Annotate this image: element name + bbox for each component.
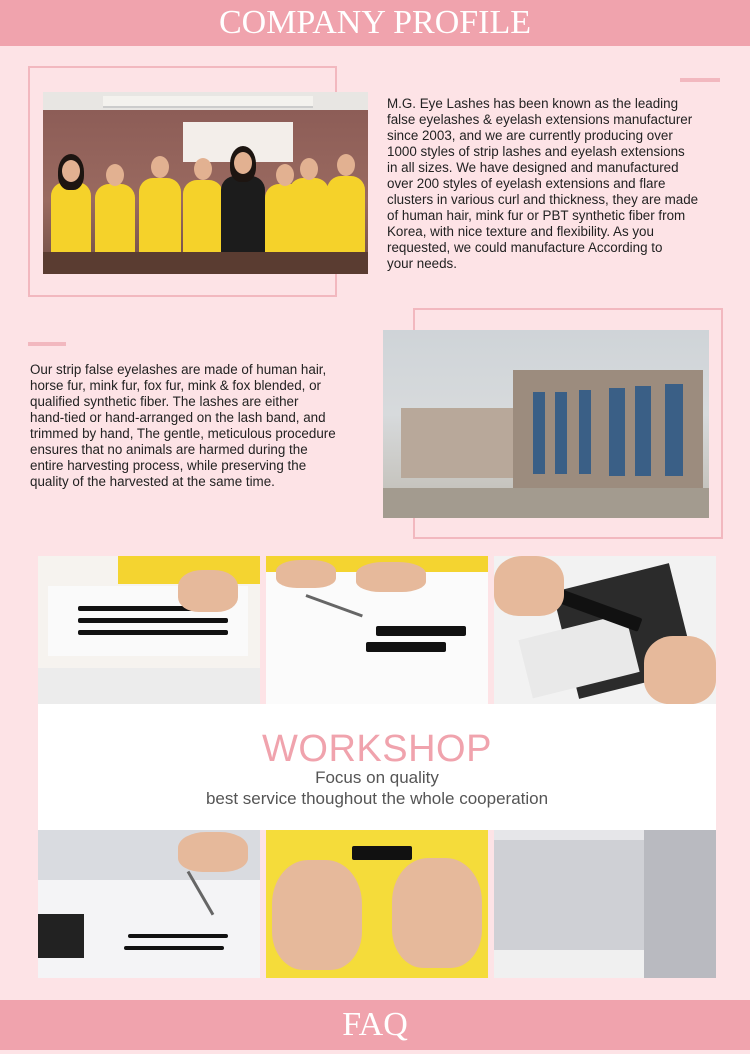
- hand: [276, 560, 336, 588]
- person-head: [106, 164, 124, 186]
- person-head: [337, 154, 355, 176]
- workshop-photo-6: [494, 830, 716, 978]
- text-line: Korea, with nice texture and flexibility. As you: [387, 224, 654, 239]
- lash-strip: [78, 630, 228, 635]
- window: [609, 388, 625, 476]
- workshop-title: WORKSHOP: [262, 728, 492, 770]
- window: [555, 392, 567, 474]
- text-line: Our strip false eyelashes are made of human hair,: [30, 362, 327, 377]
- company-profile-banner: [0, 0, 750, 46]
- desk: [38, 668, 260, 704]
- text-line: trimmed by hand, The gentle, meticulous procedure: [30, 426, 336, 441]
- text-line: entire harvesting process, while preserving the: [30, 458, 307, 473]
- building-left-wing: [401, 408, 521, 478]
- text-line: hand-tied or hand-arranged on the lash band, and: [30, 410, 326, 425]
- tweezer: [305, 594, 362, 617]
- text-line: quality of the harvested at the same time.: [30, 474, 275, 489]
- workshop-photo-2: [266, 556, 488, 704]
- workshop-subtitle-2: best service thoughout the whole cooperation: [205, 789, 549, 808]
- text-line: false eyelashes & eyelash extensions manufacturer: [387, 112, 693, 127]
- road: [383, 488, 709, 518]
- accent-line: [680, 78, 720, 82]
- workshop-photo-1: [38, 556, 260, 704]
- shelf: [494, 840, 644, 950]
- faq-banner: [0, 1000, 750, 1050]
- workshop-photo-4: [38, 830, 260, 978]
- hand: [272, 860, 362, 970]
- lash-strip: [352, 846, 412, 860]
- window: [635, 386, 651, 476]
- text-line: clusters in various curl and thickness, they are made: [387, 192, 699, 207]
- text-line: of human hair, mink fur or PBT synthetic fiber from: [387, 208, 686, 223]
- window: [665, 384, 683, 476]
- lash-strip: [376, 626, 466, 636]
- hand: [494, 556, 564, 616]
- banner-title: COMPANY PROFILE: [218, 4, 532, 41]
- hand: [644, 636, 716, 704]
- lash-strip: [128, 934, 228, 938]
- hand: [392, 858, 482, 968]
- team-photo: [43, 92, 368, 274]
- table: [43, 252, 368, 274]
- text-line: 1000 styles of strip lashes and eyelash extensions: [387, 144, 685, 159]
- lash-strip: [124, 946, 224, 950]
- text-line: over 200 styles of eyelash extensions and flare: [387, 176, 666, 191]
- person-head: [151, 156, 169, 178]
- workshop-photo-5: [266, 830, 488, 978]
- workshop-band: [38, 704, 716, 830]
- window: [533, 392, 545, 474]
- person-head: [234, 152, 252, 174]
- lash-strip: [78, 618, 228, 623]
- factory-building-photo: [383, 330, 709, 518]
- lash-strip: [366, 642, 446, 652]
- lash-box: [38, 914, 84, 958]
- accent-line: [28, 342, 66, 346]
- person-head: [62, 160, 80, 182]
- profile-paragraph-1: [387, 96, 727, 272]
- workshop-subtitle-1: Focus on quality: [315, 768, 439, 787]
- hand: [356, 562, 426, 592]
- text-line: M.G. Eye Lashes has been known as the leading: [387, 96, 679, 111]
- hand: [178, 570, 238, 612]
- shelf: [644, 830, 716, 978]
- hand: [178, 832, 248, 872]
- text-line: ensures that no animals are harmed during the: [30, 442, 308, 457]
- text-line: requested, we could manufacture According to: [387, 240, 663, 255]
- text-line: horse fur, mink fur, fox fur, mink & fox blended, or: [30, 378, 322, 393]
- person-head: [194, 158, 212, 180]
- workshop-photo-3: [494, 556, 716, 704]
- text-line: in all sizes. We have designed and manufactured: [387, 160, 679, 175]
- profile-paragraph-2: [30, 362, 380, 490]
- shelf-edge: [494, 950, 644, 978]
- projector-screen: [103, 96, 313, 108]
- faq-title: FAQ: [342, 1006, 408, 1043]
- window: [579, 390, 591, 474]
- text-line: qualified synthetic fiber. The lashes are either: [30, 394, 299, 409]
- person-head: [300, 158, 318, 180]
- text-line: since 2003, and we are currently producing over: [387, 128, 673, 143]
- text-line: your needs.: [387, 256, 457, 271]
